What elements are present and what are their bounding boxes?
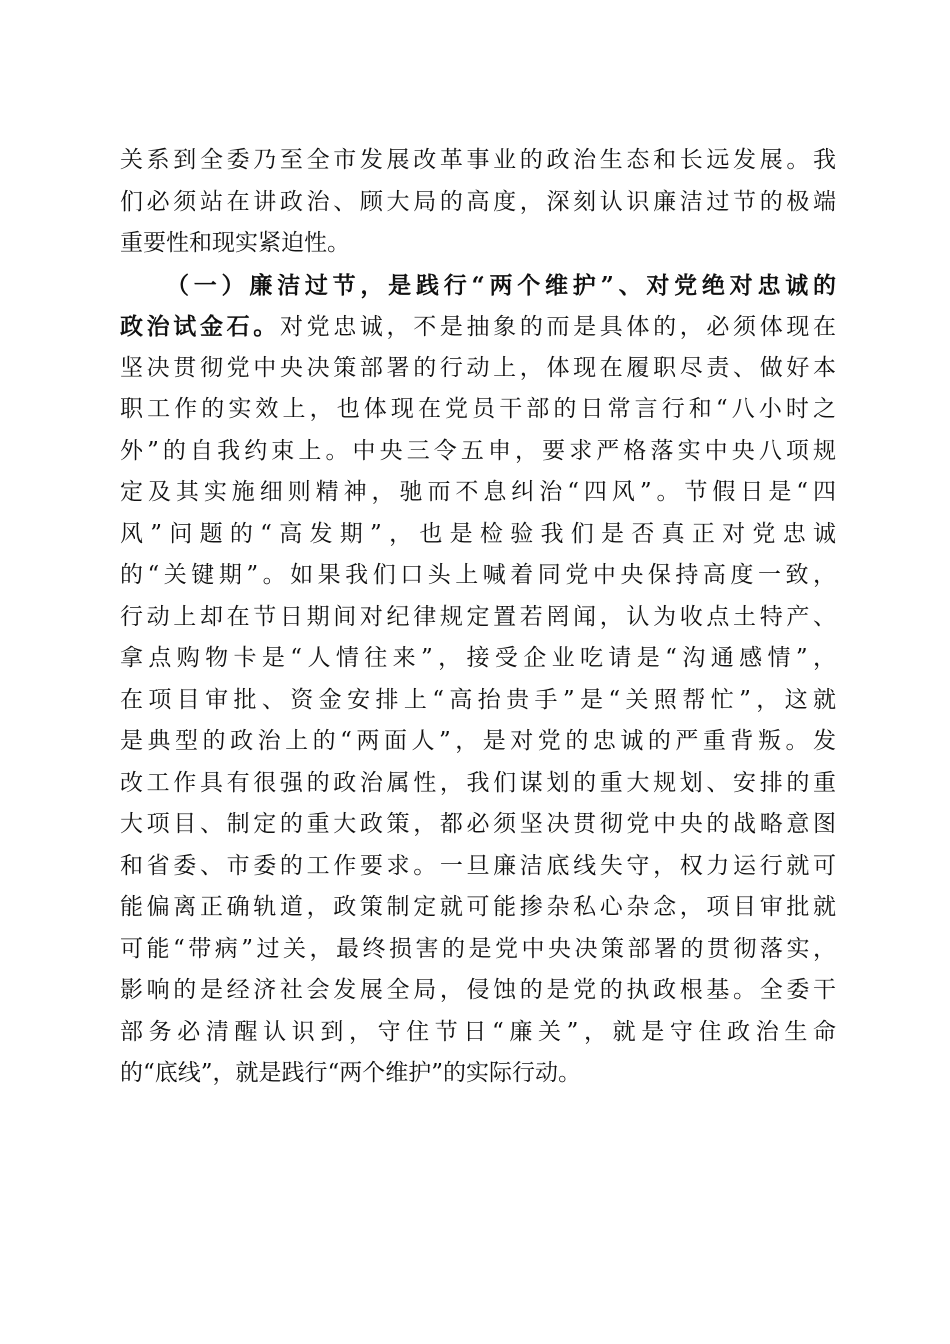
text-line: 重要性和现实紧迫性。 (120, 230, 350, 256)
text-line: 坚决贯彻党中央决策部署的行动上，体现在履职尽责、做好本 (120, 354, 836, 381)
text-line: 关系到全委乃至全市发展改革事业的政治生态和长远发展。我 (120, 147, 836, 173)
text-line: 的“关键期”。如果我们口头上喊着同党中央保持高度一致， (120, 562, 836, 588)
section-heading: （一）廉洁过节，是践行“两个维护”、对党绝对忠诚的 (166, 271, 836, 299)
text-line: 职工作的实效上，也体现在党员干部的日常言行和“八小时之 (120, 396, 836, 422)
text-line: 可能“带病”过关，最终损害的是党中央决策部署的贯彻落实， (120, 935, 836, 962)
section-heading-end: 政治试金石。 (120, 313, 280, 340)
text-line: 和省委、市委的工作要求。一旦廉洁底线失守，权力运行就可 (120, 852, 836, 879)
text-line: 部务必清醒认识到，守住节日“廉关”，就是守住政治生命 (120, 1018, 836, 1045)
text-line: 能偏离正确轨道，政策制定就可能掺杂私心杂念，项目审批就 (120, 894, 836, 920)
text-line: 的“底线”，就是践行“两个维护”的实际行动。 (120, 1060, 582, 1086)
text-line: 拿点购物卡是“人情往来”，接受企业吃请是“沟通感情”， (120, 645, 836, 671)
text-line: 们必须站在讲政治、顾大局的高度，深刻认识廉洁过节的极端 (120, 188, 836, 215)
text-line: 定及其实施细则精神，驰而不息纠治“四风”。节假日是“四 (120, 479, 836, 505)
text-line: 改工作具有很强的政治属性，我们谋划的重大规划、安排的重 (120, 769, 836, 796)
text-run: 对党忠诚，不是抽象的而是具体的，必须体现在 (279, 314, 836, 340)
text-line: 外”的自我约束上。中央三令五申，要求严格落实中央八项规 (120, 437, 836, 464)
text-line: 大项目、制定的重大政策，都必须坚决贯彻党中央的战略意图 (120, 811, 836, 837)
text-line (120, 306, 836, 348)
text-line: 行动上却在节日期间对纪律规定置若罔闻，认为收点土特产、 (120, 603, 836, 630)
text-line: 在项目审批、资金安排上“高抬贵手”是“关照帮忙”，这就 (120, 686, 836, 713)
text-line: 是典型的政治上的“两面人”，是对党的忠诚的严重背叛。发 (120, 728, 836, 754)
body-text (120, 140, 836, 1095)
text-line: 风”问题的“高发期”，也是检验我们是否真正对党忠诚 (120, 520, 836, 547)
text-line: 影响的是经济社会发展全局，侵蚀的是党的执政根基。全委干 (120, 977, 836, 1003)
section-heading-line (120, 265, 836, 307)
